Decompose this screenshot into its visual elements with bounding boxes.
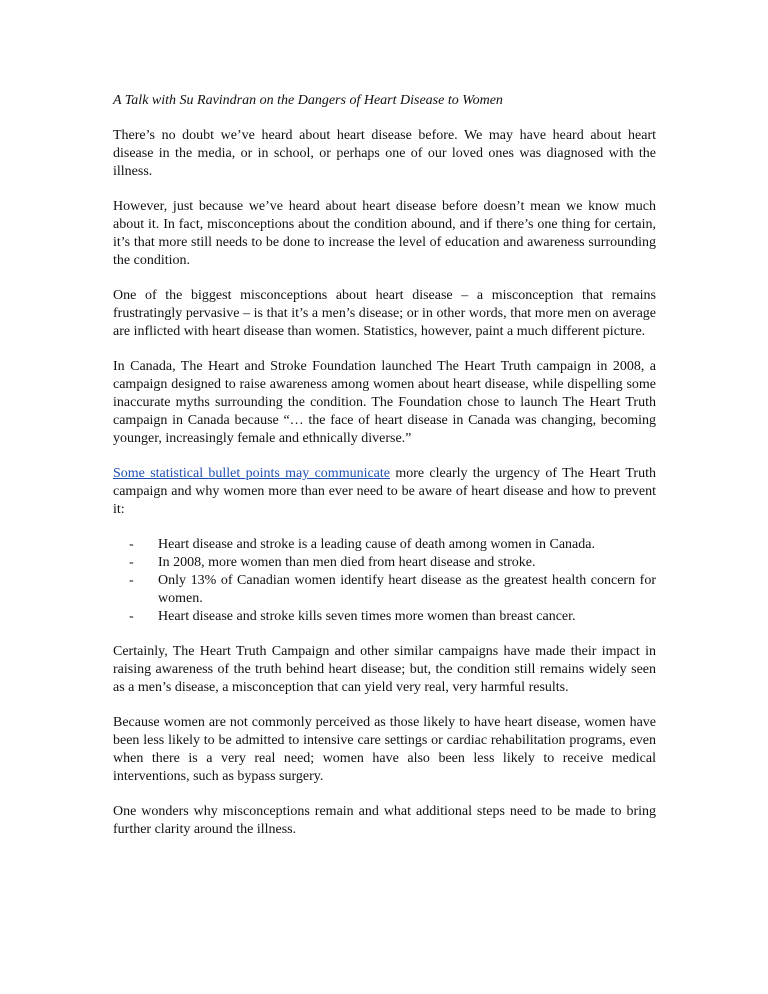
bullet-item (113, 554, 656, 572)
statistics-link[interactable]: Some statistical bullet points may communicate (113, 466, 390, 481)
document-title: A Talk with Su Ravindran on the Dangers of Heart Disease to Women (113, 93, 503, 108)
statistics-intro-text: more clearly the urgency of The Heart Truth campaign and why women more than ever need to be aware of heart disease and how to prevent it: (113, 466, 656, 517)
paragraph-campaign-impact: Certainly, The Heart Truth Campaign and other similar campaigns have made their impact in raising awareness of the truth behind heart disease; but, the condition still remains widely seen as a men’s disease, a misconception that can yield very real, very harmful results. (113, 644, 656, 695)
bullet-item (113, 536, 656, 554)
document-page (113, 92, 656, 856)
statistics-bullet-list (113, 536, 656, 626)
paragraph-closing: One wonders why misconceptions remain and what additional steps need to be made to bring further clarity around the illness. (113, 804, 656, 837)
paragraph-biggest-misconception: One of the biggest misconceptions about heart disease – a misconception that remains frustratingly pervasive – is that it’s a men’s disease; or in other words, that more men on average are inflicted with heart disease than women. Statistics, however, paint a much different picture. (113, 288, 656, 339)
bullet-dash: - (129, 573, 134, 588)
bullet-dash: - (129, 555, 134, 570)
bullet-item (113, 608, 656, 626)
bullet-text: In 2008, more women than men died from heart disease and stroke. (158, 555, 536, 570)
bullet-text: Heart disease and stroke kills seven times more women than breast cancer. (158, 609, 576, 624)
paragraph-misconceptions: However, just because we’ve heard about heart disease before doesn’t mean we know much about it. In fact, misconceptions about the condition abound, and if there’s one thing for certain, it’s that more still needs to be done to increase the level of education and awareness surrounding the condition. (113, 199, 656, 268)
paragraph-women-care: Because women are not commonly perceived as those likely to have heart disease, women have been less likely to be admitted to intensive care settings or cardiac rehabilitation programs, even when there is a very real need; women have also been less likely to receive medical interventions, such as bypass surgery. (113, 715, 656, 784)
bullet-item (113, 572, 656, 608)
bullet-dash: - (129, 537, 134, 552)
paragraph-statistics-intro (113, 465, 656, 519)
bullet-dash: - (129, 609, 134, 624)
paragraph-intro: There’s no doubt we’ve heard about heart disease before. We may have heard about heart disease in the media, or in school, or perhaps one of our loved ones was diagnosed with the illness. (113, 128, 656, 179)
bullet-text: Only 13% of Canadian women identify heart disease as the greatest health concern for women. (158, 573, 656, 606)
paragraph-heart-truth-campaign: In Canada, The Heart and Stroke Foundation launched The Heart Truth campaign in 2008, a campaign designed to raise awareness among women about heart disease, while dispelling some inaccurate myths surrounding the condition. The Foundation chose to launch The Heart Truth campaign in Canada because “… the face of heart disease in Canada was changing, becoming younger, increasingly female and ethnically diverse.” (113, 359, 656, 446)
bullet-text: Heart disease and stroke is a leading cause of death among women in Canada. (158, 537, 595, 552)
